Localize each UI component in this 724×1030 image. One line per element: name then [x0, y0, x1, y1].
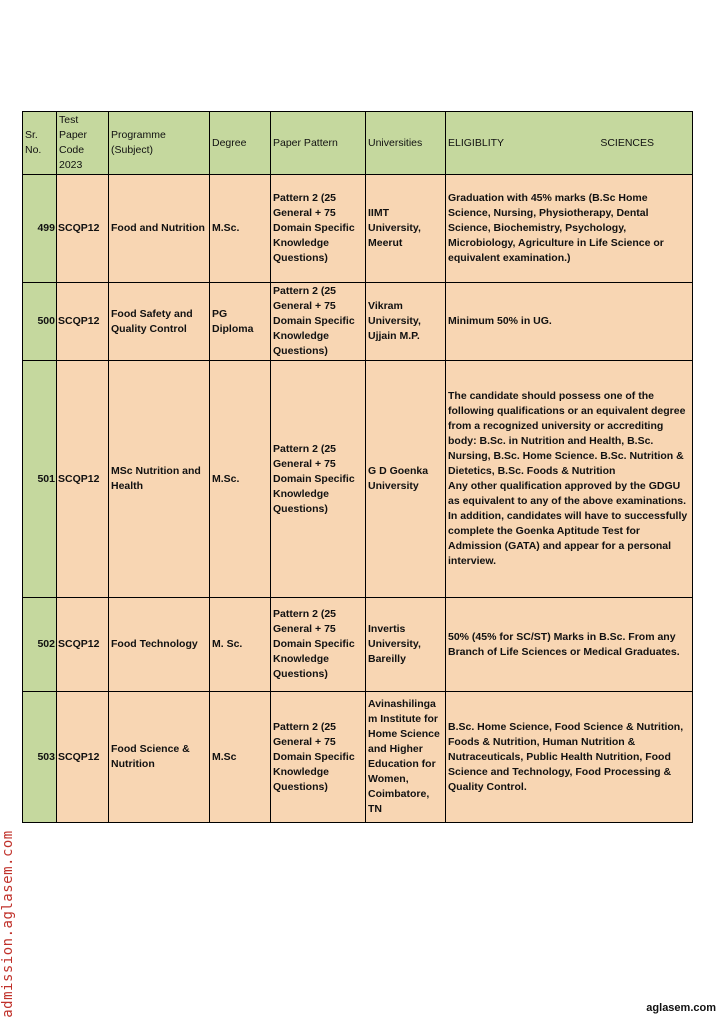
paper-pattern-cell: Pattern 2 (25 General + 75 Domain Specific Knowledge Questions) — [271, 692, 366, 823]
programme-cell: Food Science & Nutrition — [109, 692, 210, 823]
degree-cell: M.Sc — [210, 692, 271, 823]
table-row — [23, 175, 693, 283]
paper-code-cell: SCQP12 — [57, 361, 109, 598]
programme-cell: Food Technology — [109, 598, 210, 692]
header-programme: Programme (Subject) — [109, 112, 210, 175]
header-stream-label: SCIENCES — [600, 136, 654, 149]
university-cell: Invertis University, Bareilly — [366, 598, 446, 692]
paper-code-cell: SCQP12 — [57, 283, 109, 361]
university-cell: Avinashilingam Institute for Home Science and Higher Education for Women, Coimbatore, TN — [366, 692, 446, 823]
degree-cell: M. Sc. — [210, 598, 271, 692]
header-sr-no: Sr. No. — [23, 112, 57, 175]
degree-cell: M.Sc. — [210, 361, 271, 598]
paper-pattern-cell: Pattern 2 (25 General + 75 Domain Specific Knowledge Questions) — [271, 175, 366, 283]
eligibility-cell: 50% (45% for SC/ST) Marks in B.Sc. From any Branch of Life Sciences or Medical Graduates. — [446, 598, 693, 692]
programme-cell: Food Safety and Quality Control — [109, 283, 210, 361]
table-row — [23, 692, 693, 823]
header-eligibility — [446, 112, 693, 175]
university-cell: IIMT University, Meerut — [366, 175, 446, 283]
eligibility-cell: B.Sc. Home Science, Food Science & Nutrition, Foods & Nutrition, Human Nutrition & Nutraceuticals, Public Health Nutrition, Food Science and Technology, Food Processing & Quality Control. — [446, 692, 693, 823]
sr-no-cell: 501 — [23, 361, 57, 598]
university-cell: Vikram University, Ujjain M.P. — [366, 283, 446, 361]
university-cell: G D Goenka University — [366, 361, 446, 598]
header-universities: Universities — [366, 112, 446, 175]
table-row — [23, 598, 693, 692]
programme-cell: Food and Nutrition — [109, 175, 210, 283]
paper-code-cell: SCQP12 — [57, 598, 109, 692]
table-row — [23, 361, 693, 598]
paper-pattern-cell: Pattern 2 (25 General + 75 Domain Specific Knowledge Questions) — [271, 361, 366, 598]
header-paper-pattern: Paper Pattern — [271, 112, 366, 175]
header-row — [23, 112, 693, 175]
eligibility-cell — [446, 361, 693, 598]
eligibility-extra-text: Any other qualification approved by the GDGU as equivalent to any of the above examinations. In addition, candidates will have to successfully complete the Goenka Aptitude Test for Admission (GATA) and appear for a personal interview. — [448, 480, 688, 567]
table-row — [23, 283, 693, 361]
sr-no-cell: 502 — [23, 598, 57, 692]
degree-cell: M.Sc. — [210, 175, 271, 283]
footer-brand: aglasem.com — [646, 1002, 716, 1014]
eligibility-text: The candidate should possess one of the following qualifications or an equivalent degree from a recognized university or accrediting body: B.Sc. in Nutrition and Health, B.Sc. Nursing, B.Sc. Home Science. B.Sc. Nutrition & Dietetics, B.Sc. Foods & Nutrition — [448, 390, 686, 477]
header-degree: Degree — [210, 112, 271, 175]
sr-no-cell: 503 — [23, 692, 57, 823]
paper-pattern-cell: Pattern 2 (25 General + 75 Domain Specific Knowledge Questions) — [271, 283, 366, 361]
sr-no-cell: 499 — [23, 175, 57, 283]
paper-code-cell: SCQP12 — [57, 692, 109, 823]
header-test-paper-code: Test Paper Code 2023 — [57, 112, 109, 175]
sr-no-cell: 500 — [23, 283, 57, 361]
watermark-text: admission.aglasem.com — [0, 830, 16, 1018]
degree-cell: PG Diploma — [210, 283, 271, 361]
paper-code-cell: SCQP12 — [57, 175, 109, 283]
header-eligibility-label: ELIGIBLITY — [448, 136, 505, 149]
eligibility-cell: Graduation with 45% marks (B.Sc Home Science, Nursing, Physiotherapy, Dental Science, Biochemistry, Psychology, Microbiology, Agriculture in Life Science or equivalent examination.) — [446, 175, 693, 283]
paper-pattern-cell: Pattern 2 (25 General + 75 Domain Specific Knowledge Questions) — [271, 598, 366, 692]
eligibility-cell: Minimum 50% in UG. — [446, 283, 693, 361]
eligibility-table — [22, 111, 693, 823]
programme-cell: MSc Nutrition and Health — [109, 361, 210, 598]
